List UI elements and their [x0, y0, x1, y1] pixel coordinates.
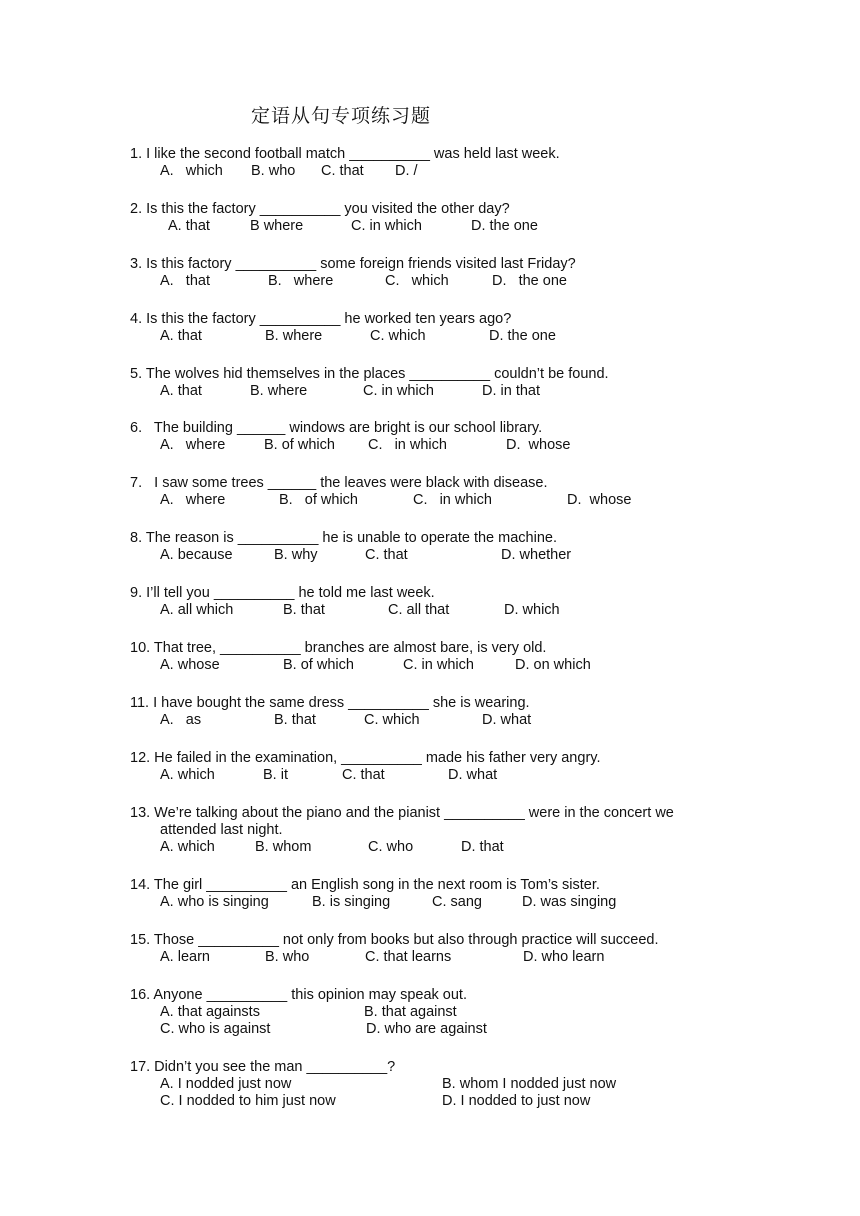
question-17-option-d: D. I nodded to just now: [442, 1093, 591, 1109]
page-title: 定语从句专项练习题: [251, 105, 432, 127]
question-8-option-b: B. why: [274, 547, 318, 563]
question-7-option-a: A. where: [160, 492, 226, 508]
question-16-option-b: B. that against: [364, 1004, 457, 1020]
question-1-option-c: C. that: [321, 163, 364, 179]
question-1-stem: 1. I like the second football match __________ was held last week.: [130, 146, 560, 162]
question-12-option-a: A. which: [160, 767, 215, 783]
question-5-option-c: C. in which: [363, 383, 434, 399]
question-8-option-d: D. whether: [501, 547, 572, 563]
question-11-stem: 11. I have bought the same dress __________ she is wearing.: [130, 695, 530, 711]
question-9-option-a: A. all which: [160, 602, 234, 618]
question-6-stem: 6. The building ______ windows are bright is our school library.: [130, 420, 543, 436]
question-3-option-a: A. that: [160, 273, 210, 289]
question-7-option-c: C. in which: [413, 492, 492, 508]
question-6-option-b: B. of which: [264, 437, 335, 453]
question-2-option-c: C. in which: [351, 218, 422, 234]
question-16-option-d: D. who are against: [366, 1021, 487, 1037]
question-13-stem-continued: attended last night.: [160, 822, 283, 838]
question-7-option-b: B. of which: [279, 492, 358, 508]
question-1-option-b: B. who: [251, 163, 296, 179]
question-9-option-c: C. all that: [388, 602, 450, 618]
question-3-option-c: C. which: [385, 273, 449, 289]
question-9-option-b: B. that: [283, 602, 325, 618]
question-11-option-d: D. what: [482, 712, 532, 728]
question-14-option-d: D. was singing: [522, 894, 617, 910]
question-12-option-d: D. what: [448, 767, 498, 783]
question-15-option-d: D. who learn: [523, 949, 605, 965]
question-7-stem: 7. I saw some trees ______ the leaves were black with disease.: [130, 475, 548, 491]
question-17-option-a: A. I nodded just now: [160, 1076, 292, 1092]
question-10-option-a: A. whose: [160, 657, 220, 673]
question-12-stem: 12. He failed in the examination, __________ made his father very angry.: [130, 750, 601, 766]
question-13-option-c: C. who: [368, 839, 414, 855]
question-13-option-a: A. which: [160, 839, 215, 855]
question-11-option-a: A. as: [160, 712, 202, 728]
question-10-stem: 10. That tree, __________ branches are almost bare, is very old.: [130, 640, 547, 656]
question-4-option-a: A. that: [160, 328, 202, 344]
question-5-option-b: B. where: [250, 383, 308, 399]
question-10-option-b: B. of which: [283, 657, 354, 673]
question-6-option-a: A. where: [160, 437, 226, 453]
question-5-option-a: A. that: [160, 383, 202, 399]
question-13-stem: 13. We’re talking about the piano and the pianist __________ were in the concert we: [130, 805, 674, 821]
question-7-option-d: D. whose: [567, 492, 632, 508]
question-2-option-a: A. that: [168, 218, 210, 234]
question-6-option-d: D. whose: [506, 437, 571, 453]
question-16-stem: 16. Anyone __________ this opinion may speak out.: [130, 987, 467, 1003]
question-8-option-c: C. that: [365, 547, 408, 563]
question-17-option-b: B. whom I nodded just now: [442, 1076, 617, 1092]
question-4-option-b: B. where: [265, 328, 323, 344]
question-9-option-d: D. which: [504, 602, 560, 618]
question-1-option-d: D. /: [395, 163, 418, 179]
question-4-option-c: C. which: [370, 328, 426, 344]
question-8-option-a: A. because: [160, 547, 233, 563]
question-15-stem: 15. Those __________ not only from books but also through practice will succeed.: [130, 932, 659, 948]
question-2-stem: 2. Is this the factory __________ you visited the other day?: [130, 201, 510, 217]
question-10-option-d: D. on which: [515, 657, 591, 673]
question-4-option-d: D. the one: [489, 328, 556, 344]
question-6-option-c: C. in which: [368, 437, 447, 453]
question-2-option-d: D. the one: [471, 218, 538, 234]
question-3-option-d: D. the one: [492, 273, 567, 289]
question-9-stem: 9. I’ll tell you __________ he told me last week.: [130, 585, 435, 601]
question-8-stem: 8. The reason is __________ he is unable to operate the machine.: [130, 530, 557, 546]
question-15-option-b: B. who: [265, 949, 310, 965]
question-2-option-b: B where: [250, 218, 304, 234]
question-14-option-b: B. is singing: [312, 894, 391, 910]
question-14-option-a: A. who is singing: [160, 894, 269, 910]
question-13-option-d: D. that: [461, 839, 504, 855]
question-13-option-b: B. whom: [255, 839, 312, 855]
question-12-option-b: B. it: [263, 767, 288, 783]
question-14-option-c: C. sang: [432, 894, 482, 910]
question-5-stem: 5. The wolves hid themselves in the places __________ couldn’t be found.: [130, 366, 609, 382]
question-17-stem: 17. Didn’t you see the man __________?: [130, 1059, 396, 1075]
question-14-stem: 14. The girl __________ an English song in the next room is Tom’s sister.: [130, 877, 600, 893]
question-3-option-b: B. where: [268, 273, 334, 289]
question-16-option-a: A. that againsts: [160, 1004, 260, 1020]
question-1-option-a: A. which: [160, 163, 223, 179]
question-3-stem: 3. Is this factory __________ some foreign friends visited last Friday?: [130, 256, 576, 272]
question-11-option-b: B. that: [274, 712, 316, 728]
question-17-option-c: C. I nodded to him just now: [160, 1093, 336, 1109]
question-10-option-c: C. in which: [403, 657, 474, 673]
question-11-option-c: C. which: [364, 712, 420, 728]
question-16-option-c: C. who is against: [160, 1021, 271, 1037]
question-5-option-d: D. in that: [482, 383, 541, 399]
question-12-option-c: C. that: [342, 767, 385, 783]
question-15-option-a: A. learn: [160, 949, 210, 965]
question-15-option-c: C. that learns: [365, 949, 452, 965]
question-4-stem: 4. Is this the factory __________ he worked ten years ago?: [130, 311, 512, 327]
